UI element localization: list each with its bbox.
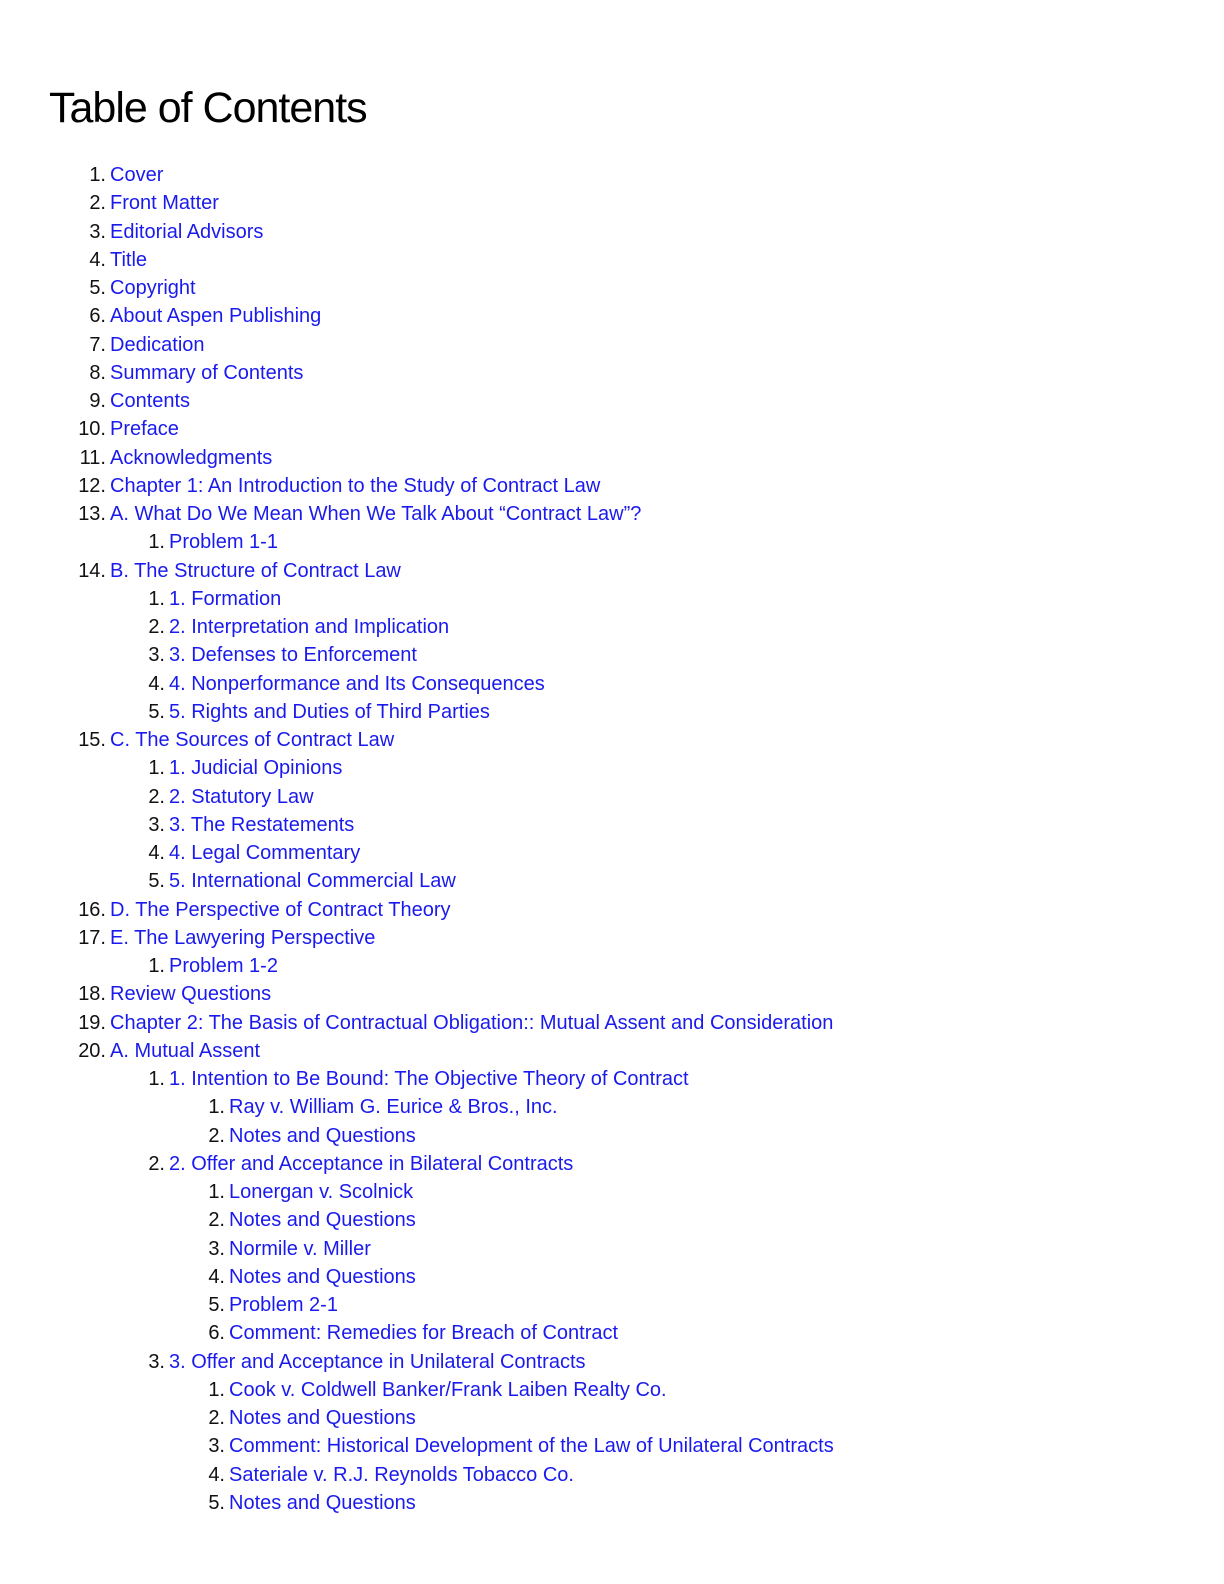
toc-link[interactable]: 2. Offer and Acceptance in Bilateral Contracts [169, 1152, 574, 1175]
toc-link[interactable]: Notes and Questions [229, 1407, 416, 1429]
toc-link[interactable]: Front Matter [110, 192, 219, 215]
toc-link[interactable]: Lonergan v. Scolnick [229, 1181, 414, 1203]
toc-entry [0, 189, 1224, 217]
toc-entry [0, 1404, 1224, 1432]
toc-link[interactable]: Review Questions [110, 983, 272, 1006]
toc-entry-number: 12. [78, 474, 106, 497]
toc-entry [0, 1206, 1224, 1234]
toc-link[interactable]: Normile v. Miller [229, 1237, 371, 1260]
toc-link[interactable]: Contents [110, 390, 191, 412]
toc-entry [0, 472, 1224, 500]
toc-entry-number: 13. [78, 503, 106, 525]
toc-entry [0, 980, 1224, 1008]
toc-link[interactable]: 1. Formation [169, 587, 282, 610]
toc-link[interactable]: B. The Structure of Contract Law [110, 559, 401, 582]
toc-link[interactable]: 2. Interpretation and Implication [169, 616, 450, 638]
toc-entry-number: 7. [89, 333, 106, 356]
toc-entry-number: 1. [89, 164, 106, 186]
toc-link[interactable]: 4. Legal Commentary [169, 842, 361, 864]
toc-link[interactable]: Acknowledgments [110, 446, 273, 469]
toc-entry-number: 4. [89, 248, 106, 271]
toc-entry-number: 3. [208, 1435, 225, 1458]
toc-link[interactable]: Comment: Remedies for Breach of Contract [229, 1322, 619, 1345]
toc-entry [0, 246, 1224, 274]
toc-entry [0, 444, 1224, 472]
toc-entry-number: 1. [148, 531, 165, 554]
toc-link[interactable]: 1. Judicial Opinions [169, 757, 343, 780]
toc-link[interactable]: Copyright [110, 277, 196, 299]
toc-entry [0, 952, 1224, 980]
toc-entry-number: 2. [89, 192, 106, 215]
toc-entry [0, 1291, 1224, 1319]
toc-entry-number: 5. [148, 700, 165, 723]
toc-entry [0, 500, 1224, 528]
toc-entry-number: 9. [89, 390, 106, 412]
toc-entry-number: 3. [89, 220, 106, 243]
toc-entry [0, 359, 1224, 387]
toc-entry-number: 3. [208, 1237, 225, 1260]
toc-entry [0, 387, 1224, 415]
toc-entry [0, 1348, 1224, 1376]
toc-link[interactable]: Comment: Historical Development of the Law of Unilateral Contracts [229, 1435, 834, 1458]
toc-link[interactable]: Title [110, 248, 148, 271]
toc-link[interactable]: Problem 2-1 [229, 1294, 338, 1316]
toc-entry-number: 6. [89, 305, 106, 328]
toc-link[interactable]: Ray v. William G. Eurice & Bros., Inc. [229, 1096, 558, 1119]
toc-link[interactable]: Notes and Questions [229, 1491, 416, 1514]
toc-entry [0, 1178, 1224, 1206]
toc-entry [0, 1065, 1224, 1093]
toc-link[interactable]: Dedication [110, 333, 205, 356]
toc-entry-number: 11. [79, 446, 106, 469]
toc-entry-number: 2. [208, 1209, 225, 1232]
toc-entry [0, 1093, 1224, 1121]
toc-entry-number: 2. [148, 785, 165, 808]
toc-entry [0, 924, 1224, 952]
toc-link[interactable]: Notes and Questions [229, 1209, 416, 1232]
toc-link[interactable]: D. The Perspective of Contract Theory [110, 898, 451, 921]
toc-link[interactable]: C. The Sources of Contract Law [110, 729, 395, 751]
toc-entry-number: 15. [78, 729, 106, 751]
toc-entry [0, 1263, 1224, 1291]
toc-entry-number: 4. [148, 842, 165, 864]
toc-entry [0, 783, 1224, 811]
toc-entry [0, 161, 1224, 189]
toc-entry [0, 218, 1224, 246]
toc-entry-number: 4. [208, 1265, 225, 1288]
toc-link[interactable]: Cover [110, 164, 164, 186]
toc-entry-number: 5. [148, 870, 165, 893]
toc-entry [0, 1461, 1224, 1489]
toc-entry-number: 1. [208, 1181, 225, 1203]
toc-entry [0, 811, 1224, 839]
toc-entry [0, 585, 1224, 613]
toc-link[interactable]: E. The Lawyering Perspective [110, 926, 376, 949]
toc-entry [0, 613, 1224, 641]
toc-entry-number: 6. [208, 1322, 225, 1345]
toc-entry [0, 1122, 1224, 1150]
toc-entry-number: 2. [148, 616, 165, 638]
toc-link[interactable]: Notes and Questions [229, 1124, 416, 1147]
toc-entry-number: 3. [148, 644, 165, 667]
toc-link[interactable]: Notes and Questions [229, 1265, 416, 1288]
toc-link[interactable]: 1. Intention to Be Bound: The Objective Theory of Contract [169, 1068, 689, 1090]
toc-link[interactable]: A. What Do We Mean When We Talk About “Contract Law”? [110, 503, 642, 525]
toc-link[interactable]: 3. The Restatements [169, 813, 355, 836]
toc-entry [0, 331, 1224, 359]
toc-link[interactable]: 3. Offer and Acceptance in Unilateral Contracts [169, 1350, 586, 1373]
toc-entry [0, 726, 1224, 754]
toc-link[interactable]: Chapter 1: An Introduction to the Study of Contract Law [110, 474, 601, 497]
toc-entry-number: 1. [208, 1378, 225, 1401]
toc-entry [0, 754, 1224, 782]
toc-entry [0, 274, 1224, 302]
toc-entry-number: 1. [148, 955, 165, 977]
toc-entry-number: 8. [89, 361, 106, 384]
toc-entry-number: 19. [78, 1011, 106, 1034]
toc-entry-number: 20. [78, 1039, 106, 1062]
toc-entry-number: 14. [78, 559, 106, 582]
toc-entry [0, 1037, 1224, 1065]
toc-link[interactable]: 3. Defenses to Enforcement [169, 644, 417, 667]
toc-entry [0, 867, 1224, 895]
toc-entry-number: 3. [148, 1350, 165, 1373]
toc-entry [0, 415, 1224, 443]
toc-link[interactable]: Summary of Contents [110, 361, 304, 384]
toc-link[interactable]: A. Mutual Assent [110, 1039, 261, 1062]
toc-entry-number: 3. [148, 813, 165, 836]
toc-link[interactable]: About Aspen Publishing [110, 305, 322, 328]
toc-entry [0, 670, 1224, 698]
toc-link[interactable]: Sateriale v. R.J. Reynolds Tobacco Co. [229, 1463, 574, 1486]
toc-link[interactable]: Preface [110, 418, 179, 441]
toc-entry-number: 1. [208, 1096, 225, 1119]
toc-entry [0, 1376, 1224, 1404]
toc-link[interactable]: 2. Statutory Law [169, 785, 314, 808]
toc-entry-number: 2. [208, 1407, 225, 1429]
toc-entry-number: 18. [78, 983, 106, 1006]
toc-entry-number: 4. [208, 1463, 225, 1486]
toc-entry [0, 557, 1224, 585]
toc-link[interactable]: Chapter 2: The Basis of Contractual Obligation:: Mutual Assent and Consideration [110, 1011, 834, 1034]
table-of-contents [0, 161, 1224, 1517]
toc-entry [0, 698, 1224, 726]
toc-entry-number: 16. [78, 898, 106, 921]
toc-entry-number: 17. [78, 926, 106, 949]
toc-entry [0, 528, 1224, 556]
toc-entry-number: 1. [148, 587, 165, 610]
toc-entry [0, 1150, 1224, 1178]
toc-entry [0, 641, 1224, 669]
page-title: Table of Contents [49, 84, 367, 132]
toc-entry [0, 839, 1224, 867]
toc-entry-number: 4. [148, 672, 165, 695]
toc-entry [0, 1432, 1224, 1460]
toc-entry [0, 302, 1224, 330]
toc-entry [0, 896, 1224, 924]
toc-link[interactable]: 5. Rights and Duties of Third Parties [169, 700, 490, 723]
toc-link[interactable]: Problem 1-1 [169, 531, 278, 554]
toc-link[interactable]: 5. International Commercial Law [169, 870, 456, 893]
toc-entry-number: 2. [148, 1152, 165, 1175]
toc-entry-number: 5. [208, 1294, 225, 1316]
toc-entry [0, 1319, 1224, 1347]
toc-entry-number: 1. [148, 757, 165, 780]
toc-entry [0, 1235, 1224, 1263]
toc-entry [0, 1489, 1224, 1517]
toc-entry-number: 5. [89, 277, 106, 299]
toc-entry-number: 5. [208, 1491, 225, 1514]
toc-entry-number: 2. [208, 1124, 225, 1147]
toc-entry-number: 1. [148, 1068, 165, 1090]
toc-link[interactable]: Problem 1-2 [169, 955, 278, 977]
toc-link[interactable]: 4. Nonperformance and Its Consequences [169, 672, 545, 695]
toc-link[interactable]: Cook v. Coldwell Banker/Frank Laiben Realty Co. [229, 1378, 667, 1401]
toc-entry [0, 1009, 1224, 1037]
toc-link[interactable]: Editorial Advisors [110, 220, 264, 243]
toc-entry-number: 10. [78, 418, 106, 441]
